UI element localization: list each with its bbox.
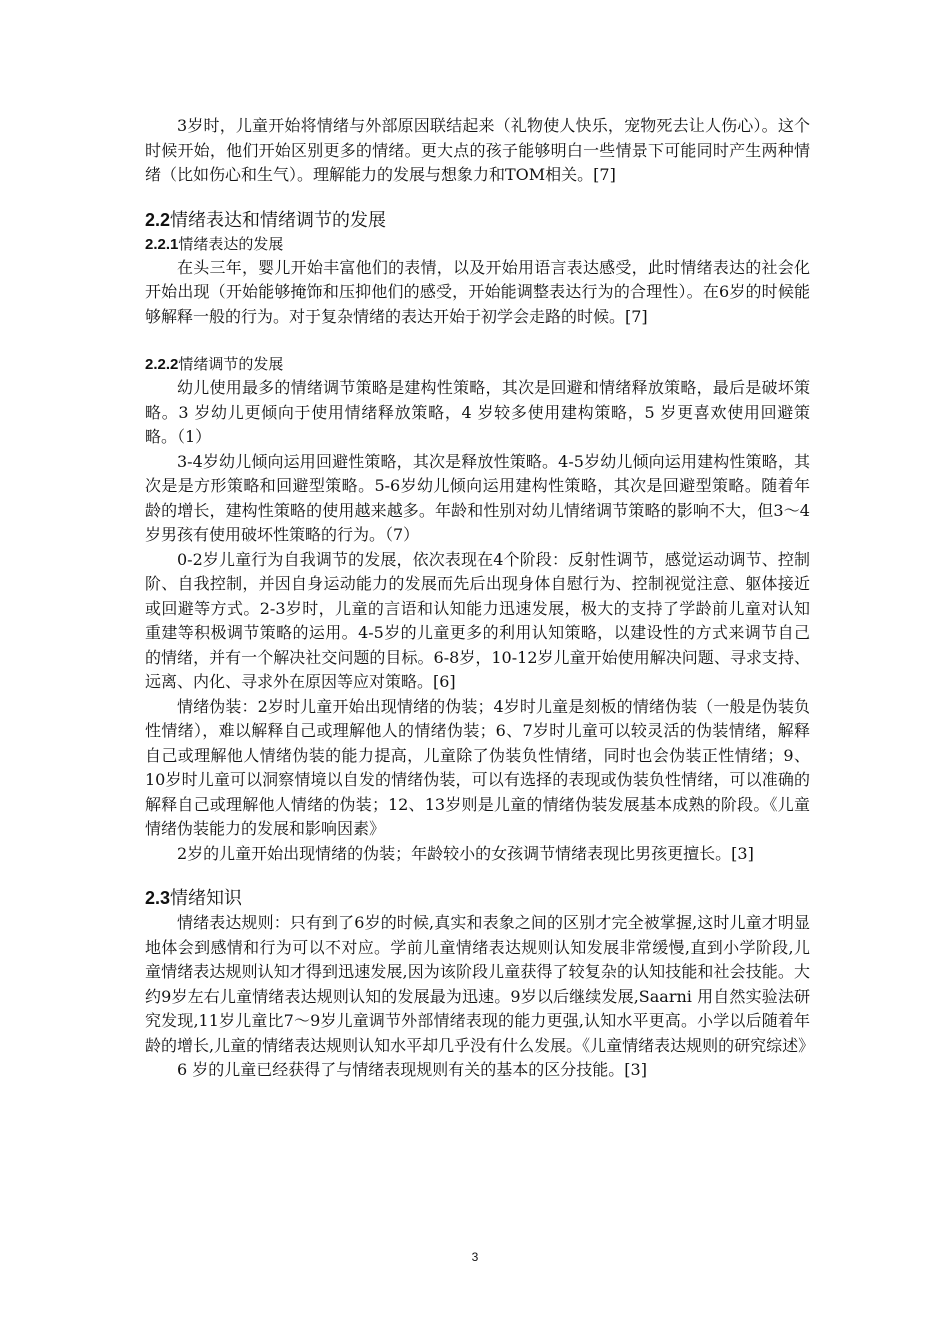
- subsection-title: 情绪表达的发展: [178, 234, 284, 253]
- paragraph: 3-4岁幼儿倾向运用回避性策略，其次是释放性策略。4-5岁幼儿倾向运用建构性策略，其次是是方形策略和回避型策略。5-6岁幼儿倾向运用建构性策略，其次是回避型策略。随着年龄的增长，建构性策略的使用越来越多。年龄和性别对幼儿情绪调节策略的影响不大，但3～4岁男孩有使用破坏性策略的行为。（7）: [145, 451, 810, 544]
- section-number: 2.3: [145, 888, 171, 908]
- section-title: 情绪知识: [170, 888, 243, 909]
- paragraph: 2岁的儿童开始出现情绪的伪装；年龄较小的女孩调节情绪表现比男孩更擅长。[3]: [177, 843, 754, 863]
- section-2-3-heading: [145, 886, 810, 911]
- subsection-number: 2.2.1: [145, 235, 179, 253]
- paragraph: 情绪表达规则：只有到了6岁的时候,真实和表象之间的区别才完全被掌握,这时儿童才明显地体会到感情和行为可以不对应。学前儿童情绪表达规则认知发展非常缓慢,直到小学阶段,儿童情绪表达规则认知才得到迅速发展,因为该阶段儿童获得了较复杂的认知技能和社会技能。大约9岁左右儿童情绪表达规则认知的发展最为迅速。9岁以后继续发展,Saarni 用自然实验法研究发现,11岁儿童比7～9岁儿童调节外部情绪表现的能力更强,认知水平更高。小学以后随着年龄的增长,儿童的情绪表达规则认知水平却几乎没有什么发展。《儿童情绪表达规则的研究综述》: [145, 913, 815, 1055]
- page-number: 3: [471, 1250, 479, 1264]
- section-2-2-2-heading: [145, 353, 810, 376]
- subsection-number: 2.2.2: [145, 356, 179, 373]
- paragraph: 6 岁的儿童已经获得了与情绪表现规则有关的基本的区分技能。[3]: [177, 1060, 647, 1079]
- document-body: [145, 114, 815, 1083]
- section-title: 情绪表达和情绪调节的发展: [170, 209, 387, 231]
- section-2-2-1-heading: [145, 233, 810, 256]
- paragraph: 0-2岁儿童行为自我调节的发展，依次表现在4个阶段：反射性调节，感觉运动调节、控制阶、自我控制，并因自身运动能力的发展而先后出现身体自慰行为、控制视觉注意、躯体接近或回避等方式。2-3岁时，儿童的言语和认知能力迅速发展，极大的支持了学龄前儿童对认知重建等积极调节策略的运用。4-5岁的儿童更多的利用认知策略，以建设性的方式来调节自己的情绪，并有一个解决社交问题的目标。6-8岁，10-12岁儿童开始使用解决问题、寻求支持、远离、内化、寻求外在原因等应对策略。[6]: [145, 549, 810, 691]
- section-2-2-heading: [145, 208, 810, 233]
- subsection-title: 情绪调节的发展: [178, 355, 284, 373]
- intro-paragraph: 3岁时，儿童开始将情绪与外部原因联结起来（礼物使人快乐，宠物死去让人伤心）。这个时候开始，他们开始区别更多的情绪。更大点的孩子能够明白一些情景下可能同时产生两种情绪（比如伤心和生气）。理解能力的发展与想象力和TOM相关。[7]: [145, 116, 810, 184]
- paragraph: 幼儿使用最多的情绪调节策略是建构性策略，其次是回避和情绪释放策略，最后是破坏策略。3 岁幼儿更倾向于使用情绪释放策略，4 岁较多使用建构策略，5 岁更喜欢使用回避策略。（1）: [145, 378, 810, 446]
- section-number: 2.2: [145, 209, 171, 230]
- paragraph: 在头三年，婴儿开始丰富他们的表情，以及开始用语言表达感受，此时情绪表达的社会化开始出现（开始能够掩饰和压抑他们的感受，开始能调整表达行为的合理性）。在6岁的时候能够解释一般的行为。对于复杂情绪的表达开始于初学会走路的时候。[7]: [145, 257, 810, 326]
- paragraph: 情绪伪装：2岁时儿童开始出现情绪的伪装；4岁时儿童是刻板的情绪伪装（一般是伪装负性情绪），难以解释自己或理解他人的情绪伪装；6、7岁时儿童可以较灵活的伪装情绪，解释自己或理解他人情绪伪装的能力提高，儿童除了伪装负性情绪，同时也会伪装正性情绪；9、10岁时儿童可以洞察情境以自发的情绪伪装，可以有选择的表现或伪装负性情绪，可以准确的解释自己或理解他人情绪的伪装；12、13岁则是儿童的情绪伪装发展基本成熟的阶段。《儿童情绪伪装能力的发展和影响因素》: [145, 696, 810, 838]
